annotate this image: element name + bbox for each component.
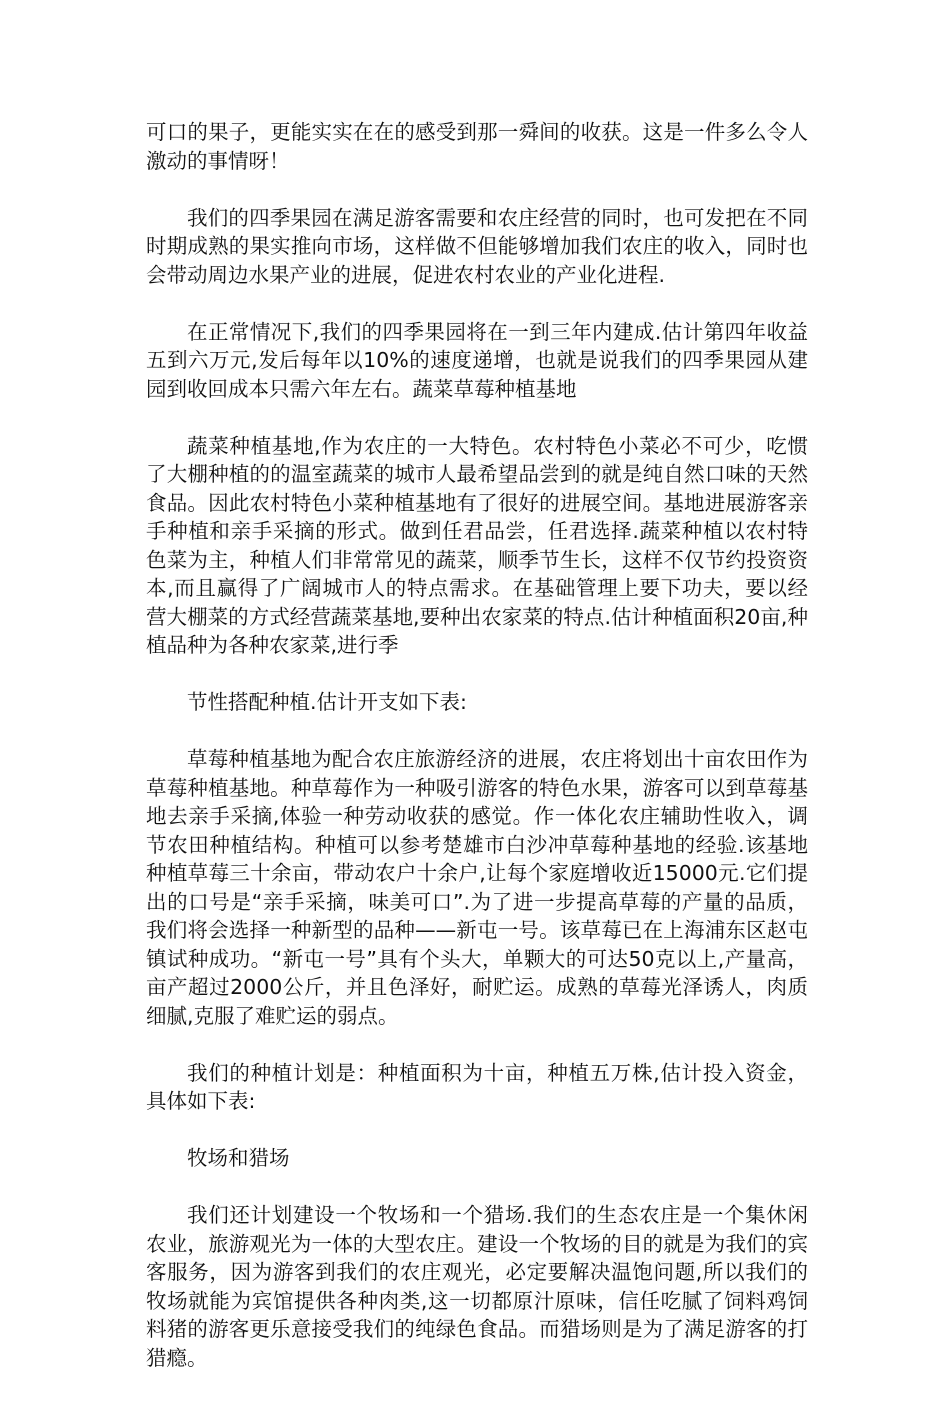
paragraph-orchard-market: 我们的四季果园在满足游客需要和农庄经营的同时，也可发把在不同时期成熟的果实推向市场，这样做不但能够增加我们农庄的收入，同时也会带动周边水果产业的进展，促进农村农业的产业化进程. <box>146 205 808 287</box>
document-page <box>146 118 808 1401</box>
paragraph-harvest-feeling: 可口的果子，更能实实在在的感受到那一舜间的收获。这是一件多么令人激动的事情呀！ <box>146 120 808 173</box>
paragraph-seasonal-planting: 节性搭配种植.估计开支如下表: <box>187 690 467 714</box>
paragraph-vegetable-base: 蔬菜种植基地,作为农庄的一大特色。农村特色小菜必不可少，吃惯了大棚种植的的温室蔬菜的城市人最希望品尝到的就是纯自然口味的天然食品。因此农村特色小菜种植基地有了很好的进展空间。基地进展游客亲手种植和亲手采摘的形式。做到任君品尝，任君选择.蔬菜种植以农村特色菜为主，种植人们非常常见的蔬菜，顺季节生长，这样不仅节约投资资本,而且赢得了广阔城市人的特点需求。在基础管理上要下功夫，要以经营大棚菜的方式经营蔬菜基地,要种出农家菜的特点.估计种植面积20亩,种植品种为各种农家菜,进行季 <box>146 433 808 657</box>
paragraph-orchard-income: 在正常情况下,我们的四季果园将在一到三年内建成.估计第四年收益五到六万元,发后每年以10%的速度递增，也就是说我们的四季果园从建园到收回成本只需六年左右。蔬菜草莓种植基地 <box>146 319 808 401</box>
paragraph-ranch-hunting: 我们还计划建设一个牧场和一个猎场.我们的生态农庄是一个集休闲农业，旅游观光为一体的大型农庄。建设一个牧场的目的就是为我们的宾客服务，因为游客到我们的农庄观光，必定要解决温饱问题,所以我们的牧场就能为宾馆提供各种肉类,这一切都原汁原味，信任吃腻了饲料鸡饲料猪的游客更乐意接受我们的纯绿色食品。而猎场则是为了满足游客的打猎瘾。 <box>146 1203 808 1370</box>
paragraph-strawberry-base: 草莓种植基地为配合农庄旅游经济的进展，农庄将划出十亩农田作为草莓种植基地。种草莓作为一种吸引游客的特色水果，游客可以到草莓基地去亲手采摘,体验一种劳动收获的感觉。作一体化农庄辅助性收入，调节农田种植结构。种植可以参考楚雄市白沙冲草莓种基地的经验.该基地种植草莓三十余亩，带动农户十余户,让每个家庭增收近15000元.它们提出的口号是“亲手采摘，味美可口”.为了进一步提高草莓的产量的品质，我们将会选择一种新型的品种——新屯一号。该草莓已在上海浦东区赵屯镇试种成功。“新屯一号”具有个头大，单颗大的可达50克以上,产量高，亩产超过2000公斤，并且色泽好，耐贮运。成熟的草莓光泽诱人，肉质细腻,克服了难贮运的弱点。 <box>146 747 808 1028</box>
section-heading-ranch-hunting: 牧场和猎场 <box>187 1146 290 1170</box>
paragraph-planting-plan: 我们的种植计划是：种植面积为十亩，种植五万株,估计投入资金，具体如下表: <box>146 1060 808 1113</box>
